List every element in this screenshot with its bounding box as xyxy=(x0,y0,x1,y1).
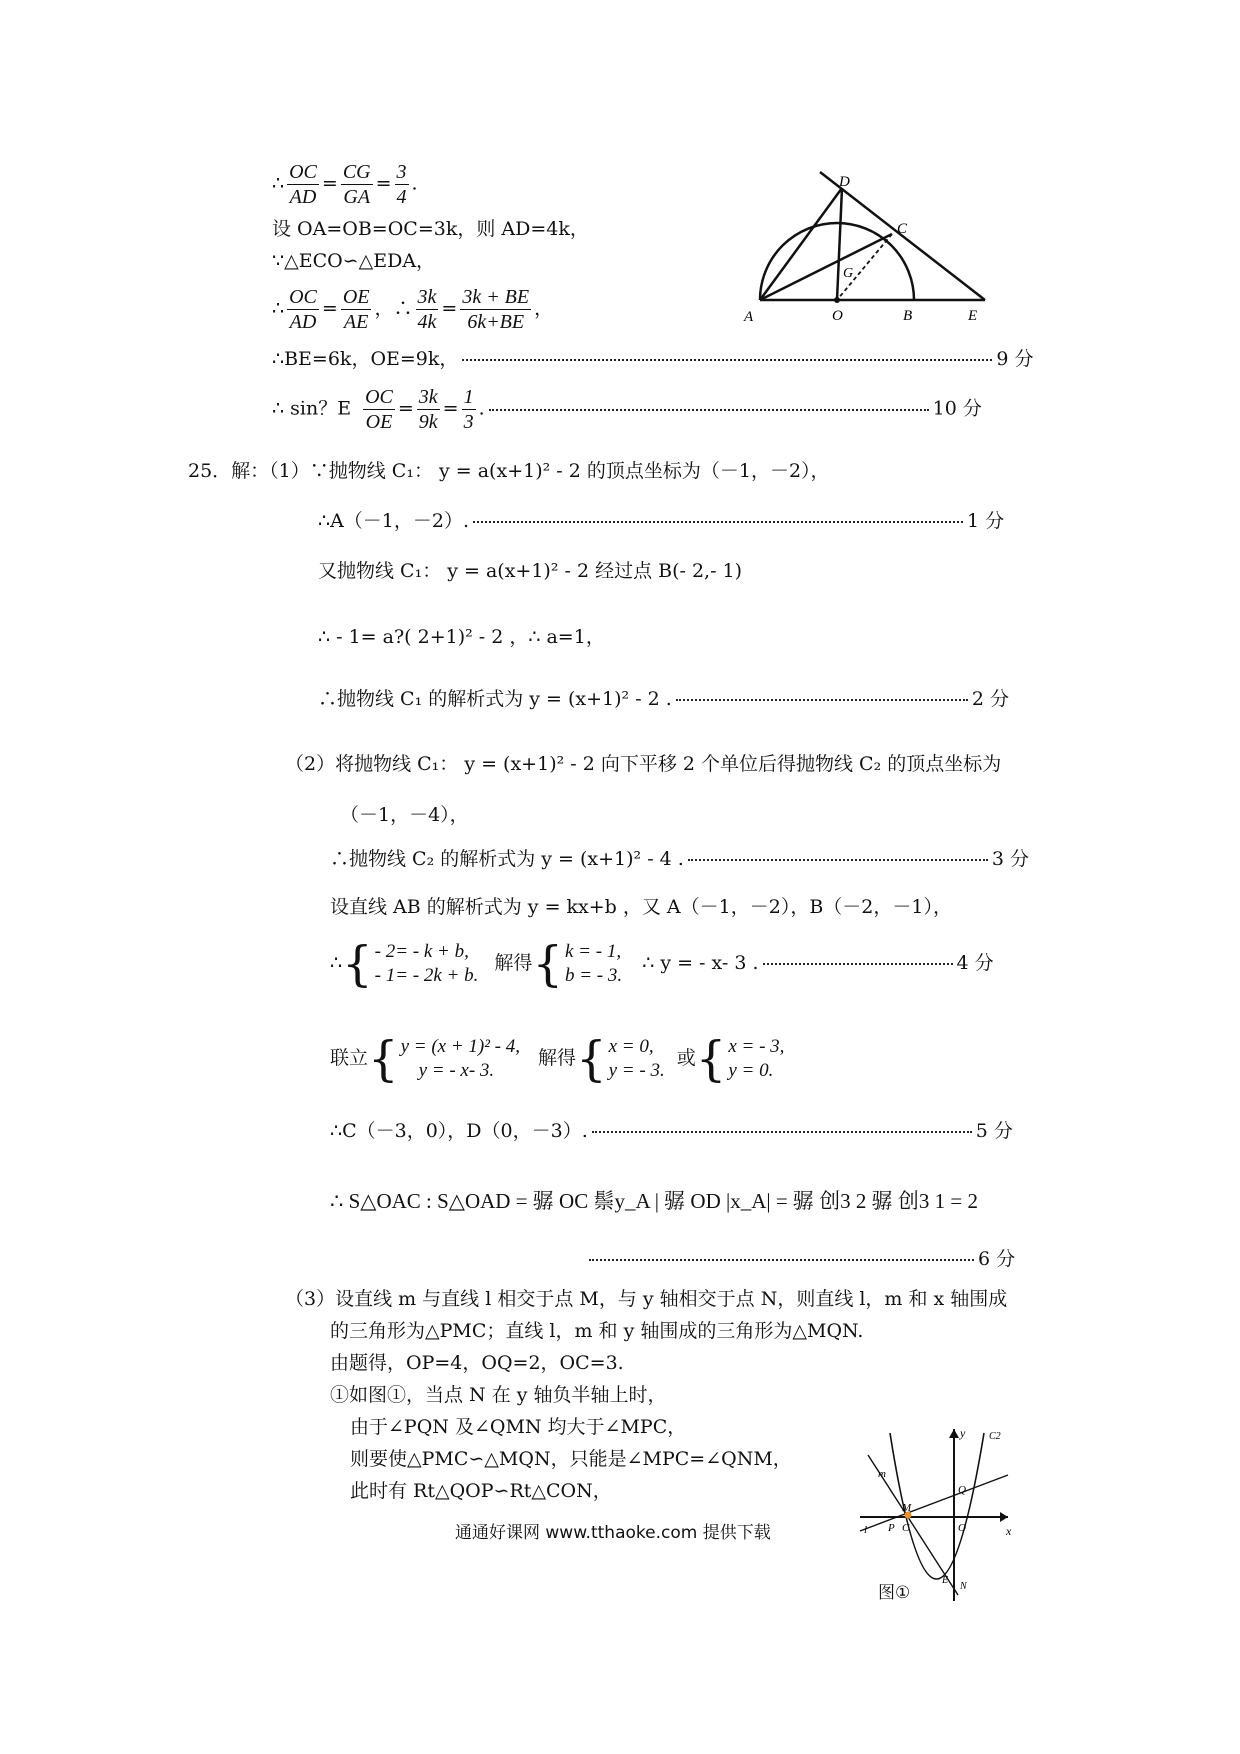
text-line: ∵△ECO∽△EDA， xyxy=(272,250,436,272)
line-l xyxy=(860,1475,1008,1531)
dot-leader xyxy=(589,1259,974,1261)
label-c: C xyxy=(902,1522,910,1534)
text-line: ①如图①，当点 N 在 y 轴负半轴上时， xyxy=(330,1384,667,1406)
score-label: 6 分 xyxy=(978,1248,1016,1270)
figure-caption: 图① xyxy=(878,1583,911,1603)
equation-system: k = - 1, b = - 3. xyxy=(564,941,623,986)
equation-system: y = (x + 1)² - 4, y = - x- 3. xyxy=(400,1036,520,1081)
dot-leader xyxy=(763,963,953,965)
semicircle-figure xyxy=(740,170,1000,330)
text-line: 则要使△PMC∽△MQN，只能是∠MPC=∠QNM， xyxy=(350,1448,792,1470)
score-label: 1 分 xyxy=(967,510,1005,532)
chord-ac xyxy=(760,234,892,300)
dot-leader xyxy=(489,409,929,411)
y-axis-arrow xyxy=(949,1429,959,1438)
label-c2: C2 xyxy=(989,1431,1001,1442)
equation-system: x = 0, y = - 3. xyxy=(608,1036,665,1081)
system-line: 联立{ y = (x + 1)² - 4, y = - x- 3. 解得{ x = 0, y = - 3. 或{ x = - 3, y = 0. xyxy=(330,1031,785,1087)
score-line: ∴抛物线 C₁ 的解析式为 y = (x+1)² - 2 . 2 分 xyxy=(318,688,1009,710)
text-line: 由于∠PQN 及∠QMN 均大于∠MPC， xyxy=(350,1416,687,1438)
fraction: $\frac{CG}{GA}$ xyxy=(342,161,371,208)
segment-do xyxy=(837,188,842,300)
dot-leader xyxy=(676,699,968,701)
label-m-point: M xyxy=(902,1502,912,1514)
label-q: Q xyxy=(958,1484,966,1496)
system-line: ∴{ - 2= - k + b, - 1= - 2k + b. 解得{ k = - 1, b = - 3. ∴ y = - x- 3 . 4 分 xyxy=(330,936,994,992)
score-line: ∴A（－1，－2）. 1 分 xyxy=(318,510,1005,532)
ratio-line: ∴ $\frac{OC}{AD}$ = $\frac{OE}{AE}$ ，∴ $\frac{3k}{4k}$ = $\frac{3k + BE}{6k+BE}$ ， xyxy=(272,286,554,333)
text-line: 此时有 Rt△QOP∽Rt△CON， xyxy=(350,1480,612,1502)
score-label: 3 分 xyxy=(991,848,1029,870)
fraction: $\frac{3k + BE}{6k+BE}$ xyxy=(462,286,530,333)
fraction: $\frac{1}{3}$ xyxy=(463,386,474,433)
text-line: 设直线 AB 的解析式为 y = kx+b ，又 A（－1，－2），B（－2，－1）， xyxy=(330,896,952,918)
text-line: ∴ - 1= a?( 2+1)² - 2 ，∴ a=1， xyxy=(318,626,605,648)
score-label: 10 分 xyxy=(932,397,982,420)
fraction: $\frac{3}{4}$ xyxy=(396,161,407,208)
text-line: （－1，－4）， xyxy=(340,804,469,826)
label-d: D xyxy=(839,174,850,190)
x-axis-arrow xyxy=(1000,1512,1008,1522)
score-line: ∴C（－3，0），D（0，－3）. 5 分 xyxy=(330,1120,1013,1142)
score-label: 9 分 xyxy=(996,348,1034,370)
score-label: 2 分 xyxy=(971,688,1009,710)
score-line: ∴ sin？E $\frac{OC}{OE}$ = $\frac{3k}{9k}$ = $\frac{1}{3}$ . 10 分 xyxy=(272,386,982,433)
fraction: $\frac{3k}{4k}$ xyxy=(417,286,437,333)
label-l: l xyxy=(864,1524,868,1536)
label-n: N xyxy=(960,1581,967,1592)
label-p: P xyxy=(888,1522,895,1534)
text-line: （3）设直线 m 与直线 l 相交于点 M，与 y 轴相交于点 N，则直线 l，m 和 x 轴围成 xyxy=(285,1288,1008,1310)
fraction: $\frac{OC}{AD}$ xyxy=(289,161,317,208)
dot-leader xyxy=(592,1131,972,1133)
chord-ad xyxy=(760,188,842,300)
label-o: O xyxy=(958,1522,966,1534)
area-ratio-line: ∴ S△OAC : S△OAD = 骣 OC 鬃y_A | 骣 OD |x_A| = 骣 创3 2 骣 创3 1 = 2 xyxy=(330,1189,979,1213)
dot-leader xyxy=(473,521,963,523)
therefore-symbol: ∴ xyxy=(272,172,285,195)
label-y: y xyxy=(960,1426,966,1440)
equation-system: - 2= - k + b, - 1= - 2k + b. xyxy=(374,941,479,986)
figure-1 xyxy=(858,1425,1018,1603)
label-o: O xyxy=(832,308,843,324)
fraction: $\frac{OC}{AD}$ xyxy=(289,286,317,333)
fraction: $\frac{3k}{9k}$ xyxy=(418,386,438,433)
text-line: 又抛物线 C₁： y = a(x+1)² - 2 经过点 B(- 2,- 1) xyxy=(318,560,743,582)
fraction: $\frac{OC}{OE}$ xyxy=(365,386,393,433)
label-e: E xyxy=(968,308,978,324)
score-line xyxy=(585,1250,1015,1269)
text-line: 25．解：（1）∵抛物线 C₁： y = a(x+1)² - 2 的顶点坐标为（－1，－2）， xyxy=(188,460,830,482)
dot-leader xyxy=(462,359,992,361)
footer-credit: 通通好课网 www.tthaoke.com 提供下载 xyxy=(455,1523,771,1543)
label-e: E xyxy=(942,1575,949,1586)
equation-system: x = - 3, y = 0. xyxy=(728,1036,785,1081)
ratio-line: ∴ $\frac{OC}{AD}$ = $\frac{CG}{GA}$ = $\frac{3}{4}$ . xyxy=(272,161,418,208)
text-line: 设 OA=OB=OC=3k，则 AD=4k， xyxy=(272,218,589,240)
label-x: x xyxy=(1006,1524,1012,1538)
score-line: ∴抛物线 C₂ 的解析式为 y = (x+1)² - 4 . 3 分 xyxy=(330,848,1029,870)
label-g: G xyxy=(843,266,854,281)
center-point xyxy=(834,297,840,303)
score-label: 4 分 xyxy=(956,952,994,974)
label-b: B xyxy=(903,308,913,324)
text-line: 由题得，OP=4，OQ=2，OC=3. xyxy=(330,1352,624,1374)
text-line: 的三角形为△PMC；直线 l，m 和 y 轴围成的三角形为△MQN. xyxy=(330,1320,864,1342)
text-line: （2）将抛物线 C₁： y = (x+1)² - 2 向下平移 2 个单位后得抛物线 C₂ 的顶点坐标为 xyxy=(285,753,1002,775)
fraction: $\frac{OE}{AE}$ xyxy=(342,286,370,333)
score-label: 5 分 xyxy=(975,1120,1013,1142)
label-m: m xyxy=(878,1468,886,1480)
label-c: C xyxy=(897,221,908,237)
score-line: ∴BE=6k，OE=9k， 9 分 xyxy=(272,348,1034,370)
label-a: A xyxy=(744,309,754,325)
dot-leader xyxy=(688,859,988,861)
